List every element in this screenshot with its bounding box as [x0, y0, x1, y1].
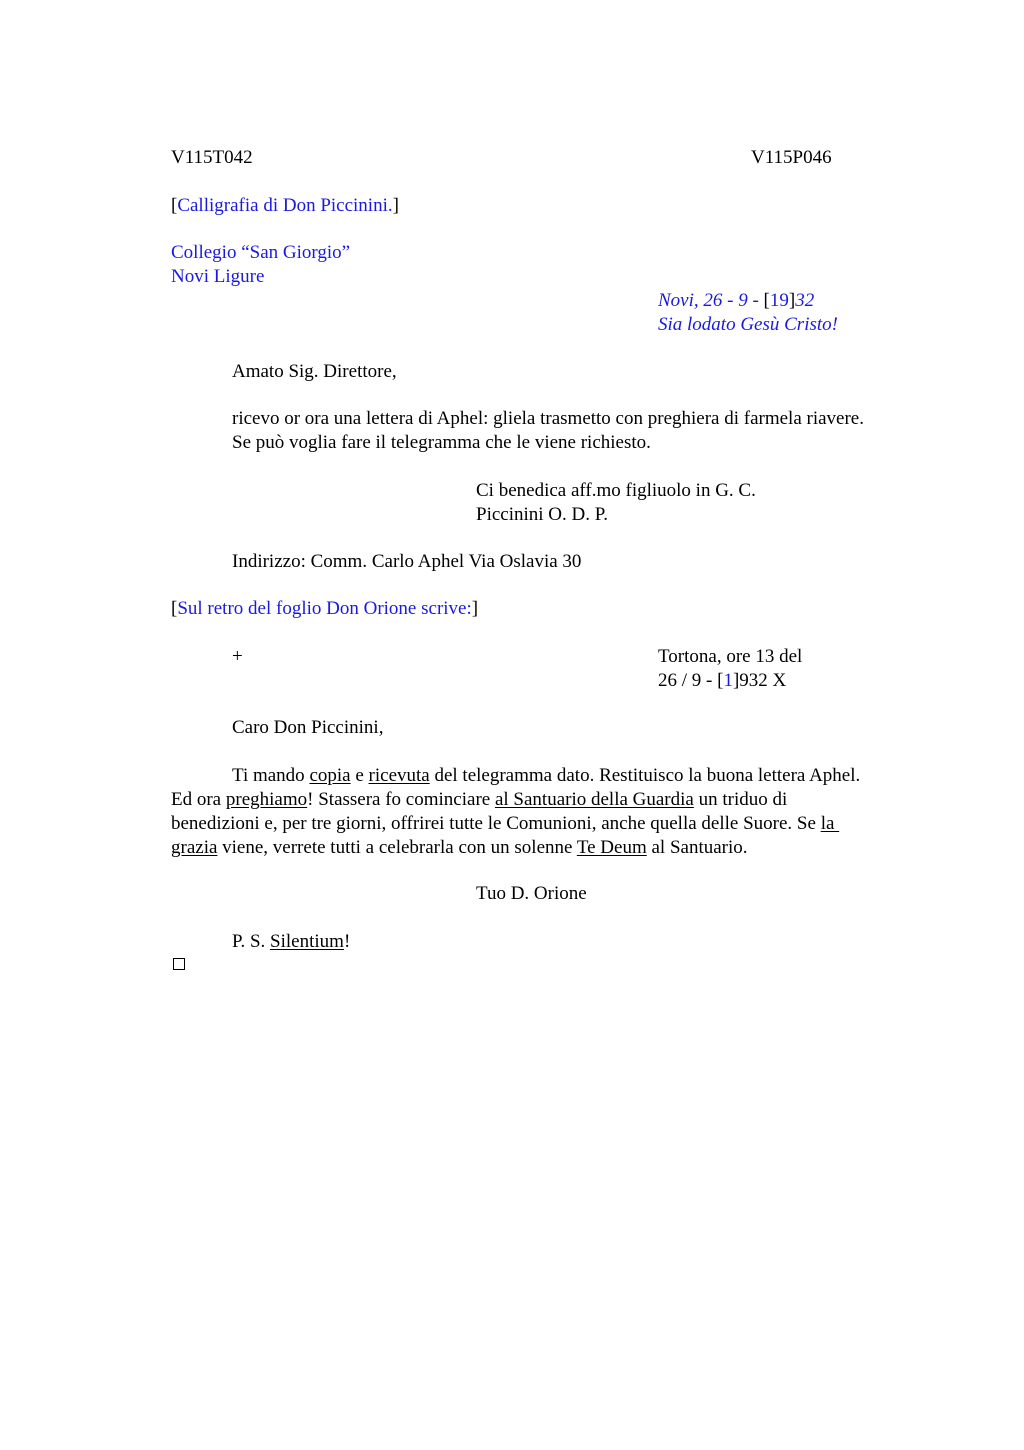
- letter2-body-line-2: [171, 788, 787, 812]
- underlined-preghiamo: preghiamo: [225, 789, 308, 810]
- calligraphy-note-text: Calligrafia di Don Piccinini.: [177, 195, 393, 216]
- text-span: benedizioni e, per tre giorni, offrirei tutte le Comunioni, anche quella delle Suore. Se: [171, 813, 821, 834]
- text-span: un triduo di: [693, 789, 788, 810]
- text-span: al Santuario.: [646, 837, 748, 858]
- dateline: Novi, 26 - 9 - [19]32: [658, 290, 815, 311]
- dateline-place-date: Novi, 26 - 9 -: [658, 290, 764, 311]
- cross-symbol: +: [232, 646, 243, 667]
- underlined-grazia: grazia: [171, 837, 218, 858]
- letter2-dateline-2-c: ]932 X: [732, 670, 787, 691]
- text-span: ! Stassera fo cominciare: [307, 789, 495, 810]
- postscript: [232, 930, 350, 954]
- letter2-greeting: Caro Don Piccinini,: [232, 717, 384, 738]
- letter1-body-line-1: ricevo or ora una lettera di Aphel: gliela trasmetto con preghiera di farmela riavere.: [232, 408, 864, 429]
- text-span: viene, verrete tutti a celebrarla con un solenne: [217, 837, 577, 858]
- postscript-prefix: P. S.: [232, 931, 271, 952]
- dateline-salutation: Sia lodato Gesù Cristo!: [658, 314, 838, 335]
- underlined-ricevuta: ricevuta: [368, 765, 430, 786]
- underlined-la: la: [820, 813, 840, 834]
- underlined-santuario: al Santuario della Guardia: [494, 789, 694, 810]
- letter1-greeting: Amato Sig. Direttore,: [232, 361, 397, 382]
- letter2-dateline-1: Tortona, ore 13 del: [658, 646, 803, 667]
- end-square-icon: [173, 958, 185, 970]
- calligraphy-note: [Calligrafia di Don Piccinini.]: [171, 195, 399, 216]
- sender-line-2: Novi Ligure: [171, 266, 265, 287]
- underlined-copia: copia: [309, 765, 351, 786]
- letter2-body-line-3: [171, 812, 839, 836]
- letter2-body-line-4: [171, 836, 748, 860]
- letter1-closing-line-2: Piccinini O. D. P.: [476, 504, 608, 525]
- letter2-body-line-1: [232, 764, 860, 788]
- letter2-dateline-2-b: 1: [723, 670, 733, 691]
- letter2-dateline-2: [658, 669, 786, 693]
- dateline-year-suffix: 32: [795, 290, 815, 311]
- underlined-te-deum: Te Deum: [576, 837, 647, 858]
- letter1-closing-line-1: Ci benedica aff.mo figliuolo in G. C.: [476, 480, 756, 501]
- text-span: Ti mando: [232, 765, 310, 786]
- back-note-text: Sul retro del foglio Don Orione scrive:: [177, 598, 472, 619]
- text-span: del telegramma dato. Restituisco la buona lettera Aphel.: [429, 765, 861, 786]
- text-span: e: [350, 765, 369, 786]
- postscript-suffix: !: [343, 931, 351, 952]
- letter1-body-line-2: Se può voglia fare il telegramma che le viene richiesto.: [232, 432, 651, 453]
- letter2-signature: Tuo D. Orione: [476, 883, 587, 904]
- text-span: Ed ora: [171, 789, 226, 810]
- back-note: [Sul retro del foglio Don Orione scrive:]: [171, 598, 479, 619]
- document-code-left: V115T042: [171, 147, 253, 168]
- letter2-dateline-2-a: 26 / 9 - [: [658, 670, 724, 691]
- dateline-year-prefix: 19: [769, 290, 789, 311]
- underlined-silentium: Silentium: [270, 931, 344, 952]
- letter1-address: Indirizzo: Comm. Carlo Aphel Via Oslavia 30: [232, 551, 582, 572]
- sender-line-1: Collegio “San Giorgio”: [171, 242, 351, 263]
- document-code-right: V115P046: [751, 147, 832, 168]
